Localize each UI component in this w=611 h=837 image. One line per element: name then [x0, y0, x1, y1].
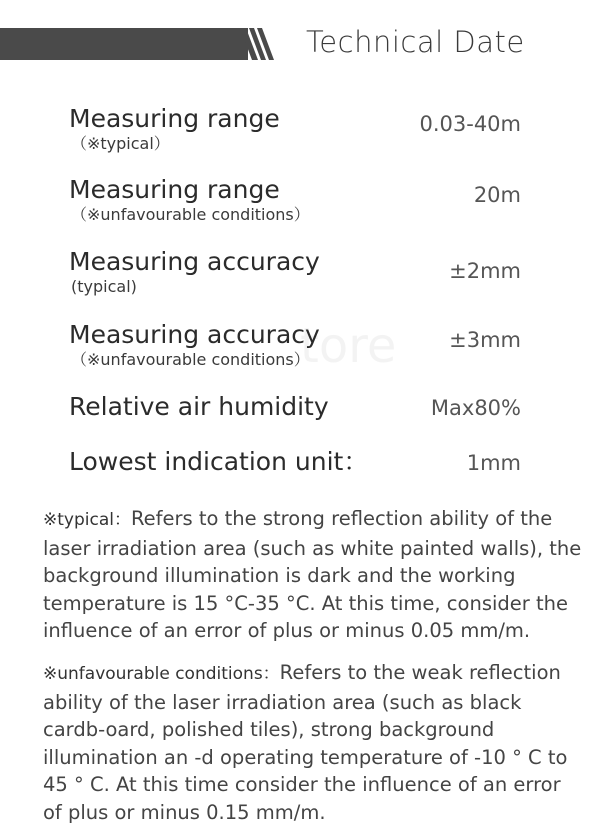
note-key: ※typical： — [43, 510, 131, 530]
spec-row — [69, 104, 521, 154]
note-typical — [43, 505, 583, 645]
spec-label: Measuring accuracy — [69, 247, 320, 276]
spec-row — [69, 175, 521, 225]
spec-row — [69, 447, 521, 477]
header-bar — [0, 28, 248, 60]
spec-value: ±3mm — [449, 328, 521, 352]
spec-label: Measuring accuracy — [69, 320, 320, 349]
spec-row — [69, 320, 521, 370]
spec-value: 20m — [473, 183, 521, 207]
spec-value: 0.03-40m — [419, 112, 521, 136]
spec-label: Measuring range — [69, 175, 280, 204]
spec-sub: (typical) — [71, 277, 137, 296]
spec-label: Measuring range — [69, 104, 280, 133]
spec-label: Relative air humidity — [69, 392, 329, 421]
note-key: ※unfavourable conditions： — [43, 664, 280, 684]
stripes-decoration — [240, 28, 280, 60]
spec-value: 1mm — [466, 451, 521, 475]
spec-sub: （※unfavourable conditions） — [71, 350, 310, 369]
spec-value: ±2mm — [449, 259, 521, 283]
spec-row — [69, 392, 521, 422]
spec-sub: （※unfavourable conditions） — [71, 205, 310, 224]
spec-row — [69, 247, 521, 297]
spec-value: Max80% — [430, 396, 521, 420]
note-text: Refers to the weak reflection ability of the laser irradiation area (such as black cardb-oard, polished tiles), strong background illumination an -d operating temperature of -10 ° C to 45 ° C. At this time consider the influence of an error of plus or minus 0.15 mm/m. — [43, 661, 568, 824]
spec-label: Lowest indication unit： — [69, 447, 369, 476]
note-text: Refers to the strong reflection ability of the laser irradiation area (such as white painted walls), the background illumination is dark and the working temperature is 15 °C-35 °C. At this time, consider the influence of an error of plus or minus 0.05 mm/m. — [43, 507, 582, 642]
spec-sub: （※typical） — [71, 134, 170, 153]
page-title: Technical Date — [306, 25, 525, 59]
note-unfavourable — [43, 659, 583, 826]
watermark — [300, 318, 396, 374]
